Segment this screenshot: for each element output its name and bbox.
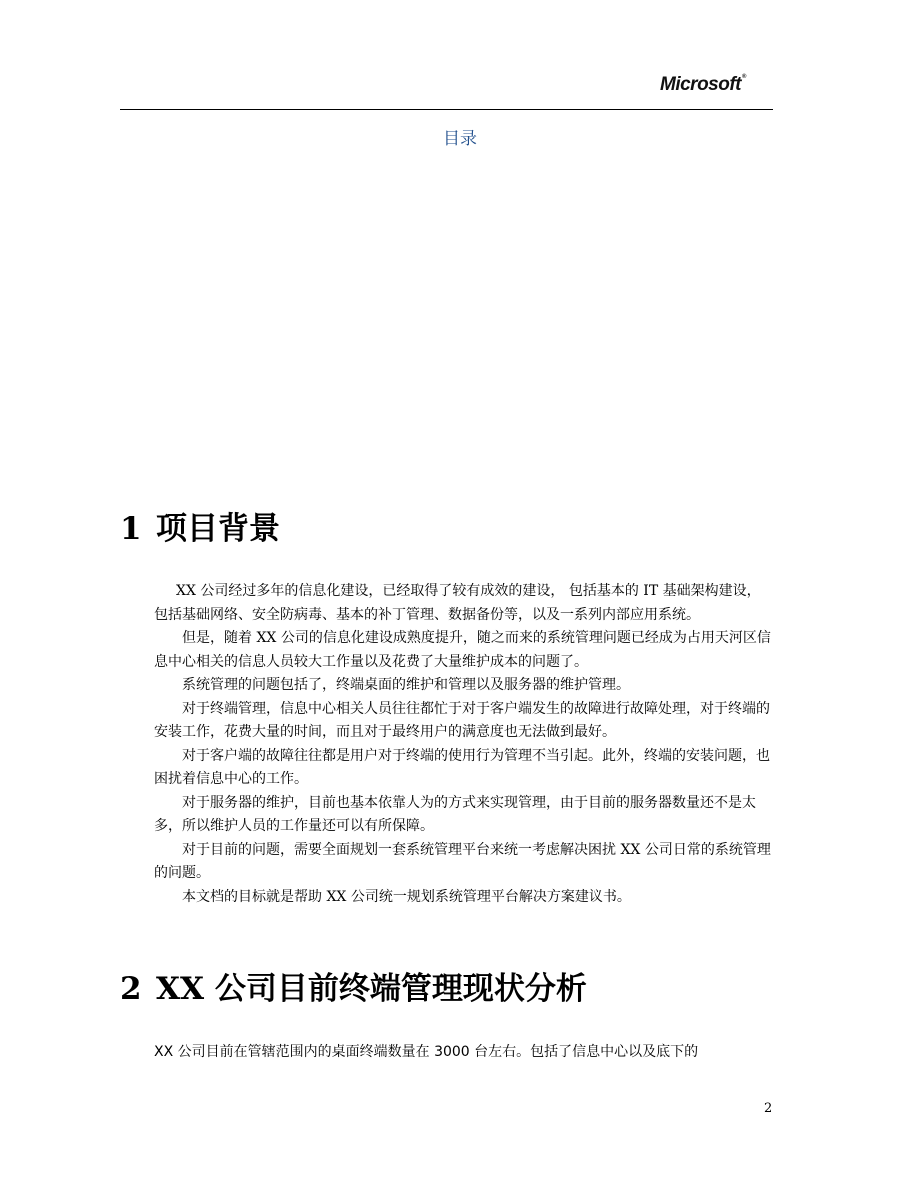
section-1-body xyxy=(154,580,774,909)
logo-text: Microsoft xyxy=(660,74,741,95)
section-2-title: XX 公司目前终端管理现状分析 xyxy=(156,971,587,1007)
section-1-heading xyxy=(120,509,280,549)
microsoft-logo xyxy=(660,74,746,96)
paragraph: XX 公司经过多年的信息化建设，已经取得了较有成效的建设， 包括基本的 IT 基础架构建设，包括基础网络、安全防病毒、基本的补丁管理、数据备份等，以及一系列内部应用系统。 xyxy=(154,583,761,623)
header-rule xyxy=(120,109,773,110)
toc-title: 目录 xyxy=(443,129,477,149)
section-2-body xyxy=(154,1041,774,1065)
paragraph: 对于目前的问题，需要全面规划一套系统管理平台来统一考虑解决困扰 XX 公司日常的系统管理的问题。 xyxy=(154,841,771,881)
paragraph: 但是，随着 XX 公司的信息化建设成熟度提升，随之而来的系统管理问题已经成为占用天河区信息中心相关的信息人员较大工作量以及花费了大量维护成本的问题了。 xyxy=(154,630,771,670)
paragraph: 对于客户端的故障往往都是用户对于终端的使用行为管理不当引起。此外，终端的安装问题，也困扰着信息中心的工作。 xyxy=(154,747,770,787)
paragraph: 系统管理的问题包括了，终端桌面的维护和管理以及服务器的维护管理。 xyxy=(182,677,630,693)
section-1-title: 项目背景 xyxy=(156,511,280,547)
section-2-heading xyxy=(120,969,587,1009)
paragraph: 本文档的目标就是帮助 XX 公司统一规划系统管理平台解决方案建议书。 xyxy=(182,888,631,905)
page-number: 2 xyxy=(764,1101,773,1116)
section-1-number: 1 xyxy=(120,511,142,547)
paragraph: XX 公司目前在管辖范围内的桌面终端数量在 3000 台左右。包括了信息中心以及底下的 xyxy=(154,1044,699,1060)
paragraph: 对于服务器的维护，目前也基本依靠人为的方式来实现管理，由于目前的服务器数量还不是太多，所以维护人员的工作量还可以有所保障。 xyxy=(154,794,756,834)
trademark-symbol: ® xyxy=(742,74,746,80)
section-2-number: 2 xyxy=(120,971,142,1007)
paragraph: 对于终端管理，信息中心相关人员往往都忙于对于客户端发生的故障进行故障处理，对于终端的安装工作，花费大量的时间，而且对于最终用户的满意度也无法做到最好。 xyxy=(154,700,770,740)
